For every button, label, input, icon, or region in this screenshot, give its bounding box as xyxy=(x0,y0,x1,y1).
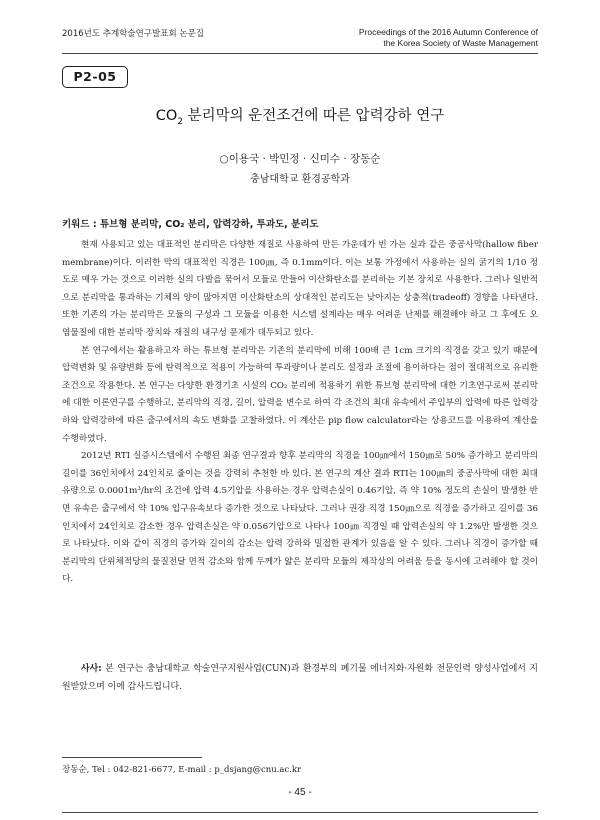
running-header-right xyxy=(238,27,538,49)
running-header-left: 2016년도 추계학술연구발표회 논문집 xyxy=(62,29,204,39)
session-id-badge: P2-05 xyxy=(62,66,128,88)
paper-title xyxy=(62,104,538,127)
footnote-divider xyxy=(62,757,202,758)
paper-title-post: 분리막의 운전조건에 따른 압력강하 연구 xyxy=(183,108,445,124)
acknowledgement xyxy=(62,660,538,696)
acknowledgement-label: 사사: xyxy=(81,664,102,674)
running-header-right-line1: Proceedings of the 2016 Autumn Conference of xyxy=(358,27,538,37)
body-text xyxy=(62,237,538,589)
body-paragraph-2: 본 연구에서는 활용하고자 하는 튜브형 분리막은 기존의 분리막에 비해 100배 큰 1cm 크기의 직경을 갖고 있기 때문에 압력변화 및 유량변화 등에 탄력적으로 적용이 가능하여 투과량이나 분리도 설정과 조절에 용이하다는 점이 절대적으로 유리한 조건으로 작용한다. 본 연구는 다양한 환경기초 시설의 CO₂ 분리에 적용하기 위한 튜브형 분리막에 대한 기초연구로써 분리막에 대한 이론연구를 수행하고, 분리막의 직경, 길이, 압력을 변수로 하여 각 조건의 최대 유속에서 주입부의 압력에 따른 압력강하와 압력강하에 따른 출구에서의 속도 변화를 고찰하였다. 이 계산은 pip flow calculator라는 상용코드를 이용하여 계산을 수행하였다. xyxy=(62,345,538,444)
footnote-contact: 장동순, Tel : 042-821-6677, E-mail : p_dsjang@cnu.ac.kr xyxy=(62,765,302,775)
paper-title-pre: CO xyxy=(155,108,178,124)
body-paragraph-1: 현재 사용되고 있는 대표적인 분리막은 다양한 재질로 사용하여 만든 가운데가 빈 가는 실과 같은 중공사막(hallow fiber membrane)이다. 이러한 막의 대표적인 직경은 100㎛, 즉 0.1mm이다. 이는 보통 가정에서 사용하는 실의 굵기의 1/10 정도로 매우 가는 것으로 이러한 실의 다발을 묶어서 모듈로 만들어 이산화탄소를 분리하는 기본 장치로 사용한다. 그러나 일반적으로 분리막을 통과하는 기체의 양이 많아지면 이산화탄소의 상대적인 분리도는 낮아지는 상충적(tradeoff) 경향을 나타낸다. 또한 기존의 가는 분리막은 모듈의 구성과 그 모듈을 이용한 시스템 설계라는 매우 어려운 난제를 해결해야 하고 그 후에도 오염물질에 대한 분리막 장치와 재질의 내구성 문제가 대두되고 있다. xyxy=(62,240,538,338)
header-divider xyxy=(62,53,538,54)
author-list: ○이용국 · 박민정 · 신미수 · 장동순 xyxy=(219,153,381,165)
paper-title-sub: 2 xyxy=(177,116,184,127)
running-header-right-line2: the Korea Society of Waste Management xyxy=(383,38,538,48)
footer-divider xyxy=(62,812,538,813)
page-number: - 45 - xyxy=(288,787,312,798)
affiliation: 충남대학교 환경공학과 xyxy=(250,174,350,185)
body-paragraph-3: 2012년 RTI 실증시스템에서 수행된 최종 연구결과 향후 분리막의 직경을 100㎛에서 150㎛로 50% 증가하고 분리막의 길이를 36인치에서 24인치로 줄이는 것을 강력히 추천한 바 있다. 본 연구의 계산 결과 RTI는 100㎛의 중공사막에 대한 최대 유량으로 0.0001m³/hr의 조건에 압력 4.5기압을 사용하는 경우 압력손실이 0.46기압, 즉 약 10% 정도의 손실이 발생한 반면 유속은 출구에서 약 10% 입구유속보다 증가한 것으로 나타났다. 그러나 권장 직경 150㎛으로 직경을 증가하고 길이를 36인치에서 24인치로 감소한 경우 압력손실은 약 0.056기압으로 나타나 100㎛ 직경일 때 압력손실의 약 1.2%만 발생한 것으로 나타났다. 이와 같이 직경의 증가와 길이의 감소는 압력 강하와 밀접한 관계가 있음을 알 수 있다. 그러나 직경이 증가할 때 분리막의 단위체적당의 물질전달 면적 감소와 함께 두께가 얇은 분리막 모듈의 제작상의 어려움 등을 동시에 고려해야 할 것이다. xyxy=(62,451,538,585)
keywords: 키워드 : 튜브형 분리막, CO₂ 분리, 압력강하, 투과도, 분리도 xyxy=(62,219,319,230)
acknowledgement-text: 본 연구는 충남대학교 학술연구지원사업(CUN)과 환경부의 폐기물 에너지화·자원화 전문인력 양성사업에서 지원받았으며 이에 감사드립니다. xyxy=(62,664,538,692)
